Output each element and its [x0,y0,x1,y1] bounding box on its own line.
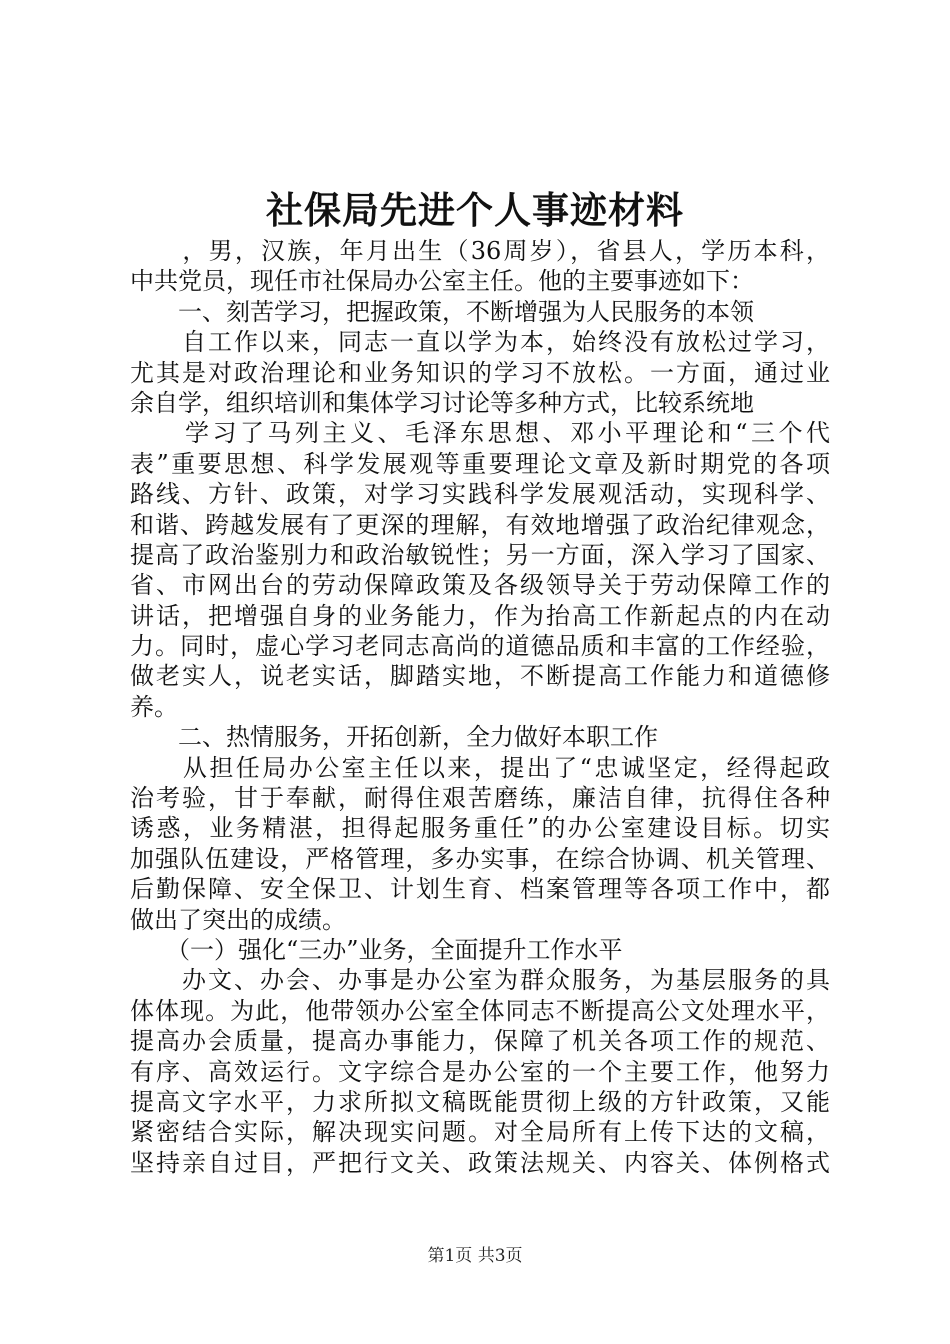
text-line: 自工作以来，同志一直以学为本，始终没有放松过学习， [130,328,830,357]
text-line: 学习了马列主义、毛泽东思想、邓小平理论和“三个代 [130,419,830,448]
text-line: 做老实人，说老实话，脚踏实地，不断提高工作能力和道德修 [130,662,830,691]
text-line: 有序、高效运行。文字综合是办公室的一个主要工作，他努力 [130,1057,830,1086]
text-line: 力。同时，虚心学习老同志高尚的道德品质和丰富的工作经验， [130,632,830,661]
document-body [130,236,830,1178]
text-line: 诱惑，业务精湛，担得起服务重任”的办公室建设目标。切实 [130,814,830,843]
text-line: 从担任局办公室主任以来，提出了“忠诚坚定，经得起政 [130,753,830,782]
text-line: 养。 [130,692,178,721]
text-line: 中共党员，现任市社保局办公室主任。他的主要事迹如下： [130,267,754,296]
text-line: 治考验，甘于奉献，耐得住艰苦磨练，廉洁自律，抗得住各种 [130,784,830,813]
text-line: 一、刻苦学习，把握政策，不断增强为人民服务的本领 [130,297,754,326]
text-line: 加强队伍建设，严格管理，多办实事，在综合协调、机关管理、 [130,844,830,873]
text-line: 二、热情服务，开拓创新，全力做好本职工作 [130,723,658,752]
text-line: （一）强化“三办”业务，全面提升工作水平 [130,935,623,964]
text-line: 紧密结合实际，解决现实问题。对全局所有上传下达的文稿， [130,1118,830,1147]
text-line: 提高了政治鉴别力和政治敏锐性；另一方面，深入学习了国家、 [130,540,830,569]
text-line: 和谐、跨越发展有了更深的理解，有效地增强了政治纪律观念， [130,510,830,539]
text-line: 坚持亲自过目，严把行文关、政策法规关、内容关、体例格式 [130,1148,830,1177]
text-line: 提高办会质量，提高办事能力，保障了机关各项工作的规范、 [130,1027,830,1056]
text-line: 路线、方针、政策，对学习实践科学发展观活动，实现科学、 [130,480,830,509]
text-line: 省、市网出台的劳动保障政策及各级领导关于劳动保障工作的 [130,571,830,600]
text-line: 尤其是对政治理论和业务知识的学习不放松。一方面，通过业 [130,358,830,387]
text-line: 体体现。为此，他带领办公室全体同志不断提高公文处理水平， [130,996,830,1025]
text-line: 提高文字水平，力求所拟文稿既能贯彻上级的方针政策，又能 [130,1087,830,1116]
text-line: ，男，汉族，年月出生（36周岁），省县人，学历本科， [130,237,830,265]
page-footer: 第1页 共3页 [427,1246,523,1266]
document-title: 社保局先进个人事迹材料 [266,188,684,232]
text-line: 办文、办会、办事是办公室为群众服务，为基层服务的具 [130,966,830,995]
text-line: 余自学，组织培训和集体学习讨论等多种方式，比较系统地 [130,388,754,417]
text-line: 做出了突出的成绩。 [130,905,346,934]
text-line: 讲话，把增强自身的业务能力，作为抬高工作新起点的内在动 [130,601,830,630]
text-line: 表”重要思想、科学发展观等重要理论文章及新时期党的各项 [130,449,830,478]
text-line: 后勤保障、安全保卫、计划生育、档案管理等各项工作中，都 [130,875,830,904]
